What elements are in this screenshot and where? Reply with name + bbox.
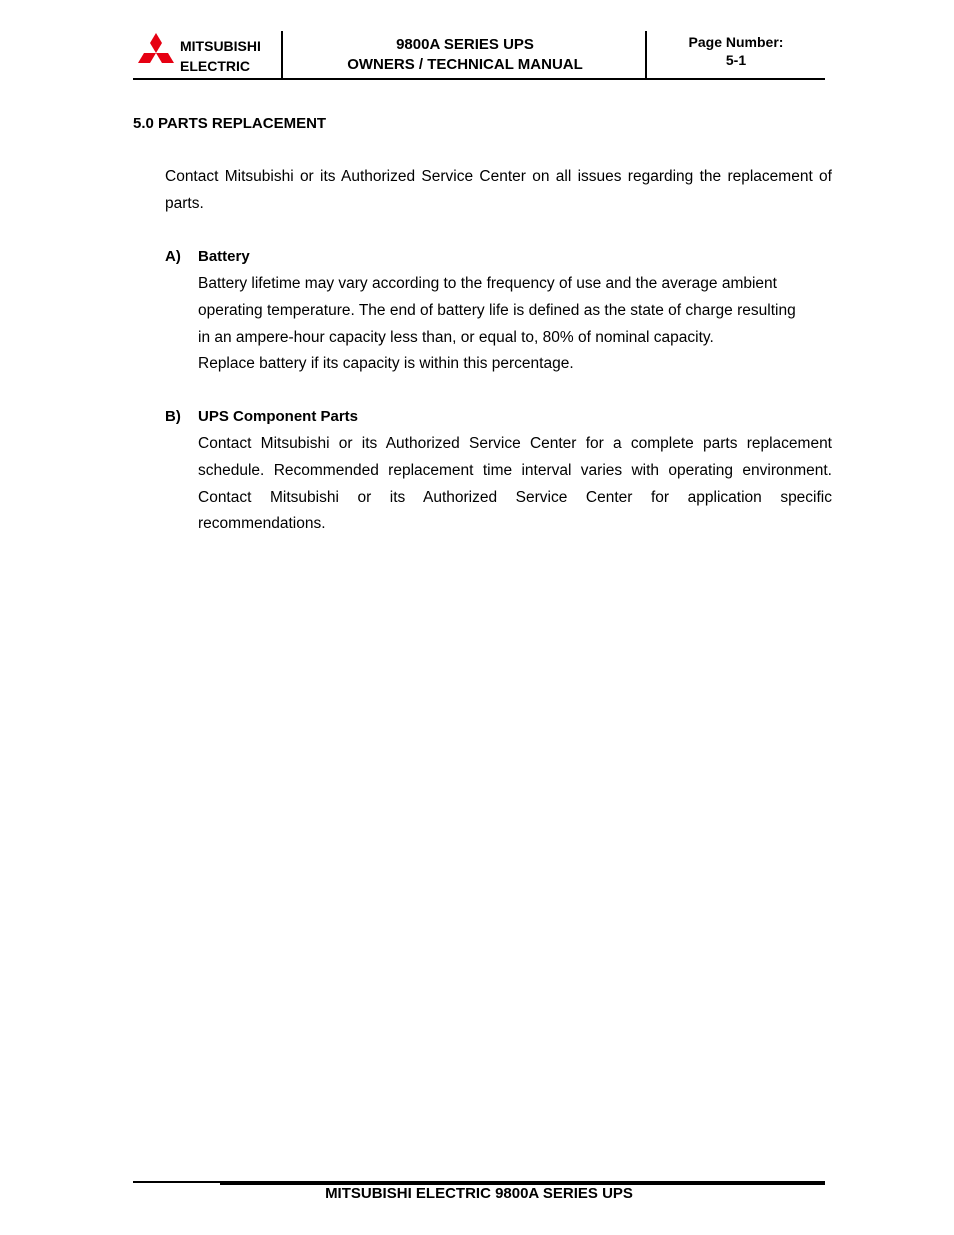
header-rule [133, 78, 825, 80]
footer-text: MITSUBISHI ELECTRIC 9800A SERIES UPS [325, 1185, 633, 1202]
page-number-label: Page Number: [688, 34, 784, 50]
brand-line-1: MITSUBISHI [180, 38, 261, 54]
title-line-1: 9800A SERIES UPS [396, 36, 534, 53]
item-b-title: UPS Component Parts [198, 408, 359, 425]
item-b-body: Contact Mitsubishi or its Authorized Service Center for a complete parts replacement schedule. Recommended replacement time interval varies with operating environment. Contact Mitsubishi or its Authorized Service Center for application specific recommendations. [198, 435, 832, 533]
document-title [284, 35, 646, 75]
item-a-body [198, 271, 832, 378]
header-divider-2 [645, 31, 647, 79]
page-number: 5-1 [725, 52, 747, 68]
brand-line-2: ELECTRIC [180, 58, 250, 74]
section-title: 5.0 PARTS REPLACEMENT [133, 115, 327, 132]
item-a-title: Battery [198, 248, 250, 265]
page-number-box [648, 33, 824, 69]
item-b-letter: B) [165, 408, 181, 425]
item-a-line: Battery lifetime may vary according to the frequency of use and the average ambient [198, 275, 777, 292]
title-line-2: OWNERS / TECHNICAL MANUAL [347, 56, 583, 73]
item-a-line: in an ampere-hour capacity less than, or equal to, 80% of nominal capacity. [198, 328, 714, 346]
item-a-line: operating temperature. The end of battery life is defined as the state of charge resulting [198, 301, 796, 319]
mitsubishi-logo [133, 33, 179, 73]
brand-name [180, 36, 261, 76]
item-a-line: Replace battery if its capacity is within this percentage. [198, 355, 574, 373]
section-intro: Contact Mitsubishi or its Authorized Service Center on all issues regarding the replacement of parts. [165, 168, 832, 212]
item-a-letter: A) [165, 248, 181, 265]
header-divider-1 [281, 31, 283, 79]
